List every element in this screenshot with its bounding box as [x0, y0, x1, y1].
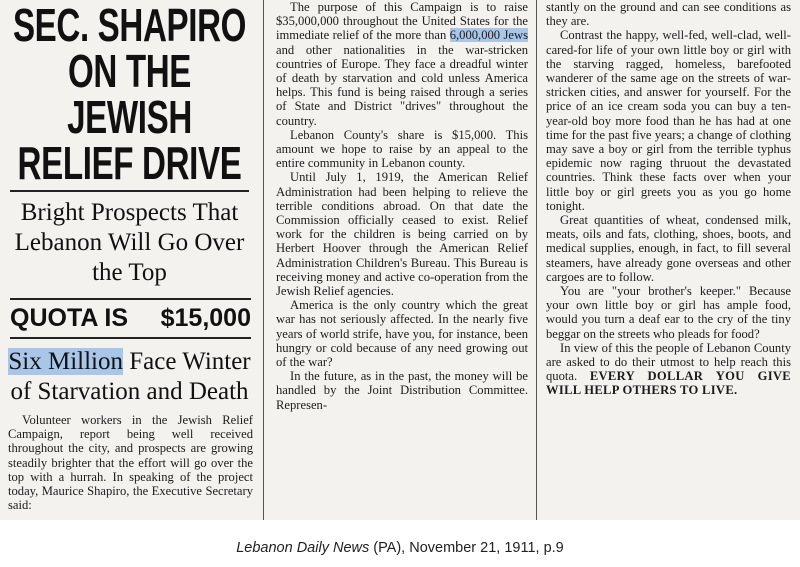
highlighted-phrase-jews: 6,000,000 Jews: [449, 28, 529, 43]
source-caption: [0, 540, 800, 556]
secondary-subheadline-rest: Face Winter of Starvation and Death: [10, 348, 251, 405]
paragraph: Volunteer workers in the Jewish Relief Campaign, report being well received throughout the city, and prospects are growing steadily brighter that the effort will go over the top with a hurrah. In speaking of the project today, Maurice Shapiro, the Executive Secretary said:: [8, 413, 253, 513]
quota-amount: $15,000: [160, 304, 251, 332]
article-body: [546, 0, 791, 398]
column-divider: [536, 0, 537, 520]
subheadline: Bright Prospects That Lebanon Will Go Over the Top: [14, 199, 245, 286]
newspaper-name: Lebanon Daily News: [236, 540, 370, 556]
citation-details: (PA), November 21, 1911, p.9: [369, 540, 564, 556]
quota-banner: [10, 298, 251, 339]
column-divider: [263, 0, 264, 520]
headline-rule: [10, 190, 249, 192]
column-3: [540, 0, 795, 520]
paragraph: [546, 341, 791, 398]
quota-label: QUOTA IS: [10, 304, 129, 332]
secondary-subheadline: [2, 347, 257, 407]
paragraph: You are "your brother's keeper." Because your own little boy or girl has ample food, would you turn a deaf ear to the cry of the tiny beggar on the streets who pleads for food?: [546, 284, 791, 341]
column-1: [2, 0, 257, 520]
headline: SEC. SHAPIRO ON THE JEWISH RELIEF DRIVE: [12, 0, 247, 189]
paragraph: America is the only country which the great war has not seriously affected. In the nearly five years of world strife, have you, for instance, been hungry or cold because of any need growing out of the war?: [276, 298, 528, 370]
paragraph: stantly on the ground and can see conditions as they are.: [546, 0, 791, 29]
highlighted-phrase-six-million: Six Million: [8, 348, 123, 375]
article-intro: [8, 413, 253, 512]
paragraph: Contrast the happy, well-fed, well-clad, well-cared-for life of your own little boy or girl with the starving ragged, homeless, barefooted wanderer of the same age on the streets of war-stricken cities, and answer for yourself. For the price of an ice cream soda you can buy a ten-year-old boy more food than he has had at one time for the past five years; a change of clothing may save a boy or girl from the terrible typhus epidemic now raging thruout the devastated countries. Think these facts over when your little boy or girl greets you as you go home tonight.: [546, 28, 791, 213]
paragraph-text: and other nationalities in the war-stricken countries of Europe. They face a dreadful winter of death by starvation and cold unless America helps. This fund is being raised through a series of State and District "drives" throughout the country.: [276, 42, 528, 128]
paragraph: [276, 0, 528, 128]
closing-appeal: EVERY DOLLAR YOU GIVE WILL HELP OTHERS TO LIVE.: [546, 369, 791, 398]
column-2: [270, 0, 532, 520]
paragraph: Until July 1, 1919, the American Relief Administration had been helping to relieve the terrible conditions abroad. On that date the Commission officially ceased to exist. Relief work for the children is being carried on by Herbert Hoover through the American Relief Administration Children's Bureau. This Bureau is receiving money and active co-operation from the Jewish Relief agencies.: [276, 170, 528, 299]
paragraph: In the future, as in the past, the money will be handled by the Joint Distribution Committee. Represen-: [276, 369, 528, 412]
paragraph-text: In view of this the people of Lebanon County are asked to do their utmost to help reach this quota.: [546, 340, 791, 384]
paragraph: Lebanon County's share is $15,000. This amount we hope to raise by an appeal to the entire community in Lebanon county.: [276, 127, 528, 171]
paragraph: Great quantities of wheat, condensed milk, meats, oils and fats, clothing, shoes, boots, and medical supplies, enough, in fact, to fill several steamers, have already gone overseas and other cargoes are to follow.: [546, 213, 791, 284]
article-body: [276, 0, 528, 412]
paragraph-text: The purpose of this Campaign is to raise $35,000,000 throughout the United States for the immediate relief of the more than: [276, 0, 528, 43]
